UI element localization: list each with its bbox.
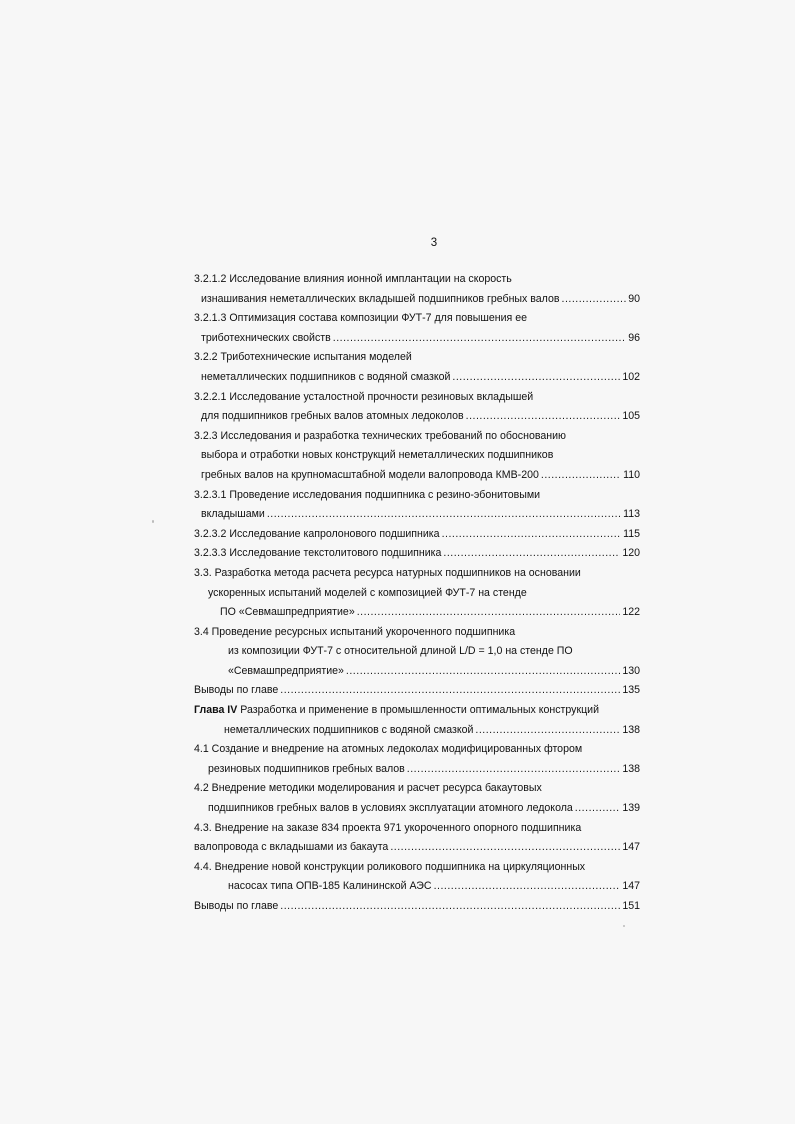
toc-page-number: 138 [622,723,640,736]
toc-line: валопровода с вкладышами из бакаута ..... 147 [194,838,640,858]
toc-line: 3.3. Разработка метода расчета ресурса натурных подшипников на основании [194,566,581,579]
toc-line: гребных валов на крупномасштабной модели валопровода КМВ-200 ..... 110 [194,466,640,486]
toc-line: неметаллических подшипников с водяной смазкой ..... 138 [194,721,640,741]
toc-line: 3.2.3.1 Проведение исследования подшипника с резино-эбонитовыми [194,488,541,501]
toc-page-number: 110 [623,468,640,481]
toc-line: Глава IV Разработка и применение в промышленности оптимальных конструкций [194,704,599,717]
toc-line: «Севмашпредприятие» ..... 130 [194,662,640,682]
toc-page-number: 151 [622,900,640,912]
toc-line: Выводы по главе ..... 135 [194,681,640,701]
toc-page-number: 102 [622,370,640,383]
toc-line: для подшипников гребных валов атомных ледоколов ..... 105 [194,407,640,427]
toc-page-number: 147 [622,841,640,854]
toc-page-number: 135 [622,684,640,697]
toc-page-number: 105 [622,410,640,423]
toc-line: выбора и отработки новых конструкций неметаллических подшипников [201,449,554,462]
toc-line: 4.2 Внедрение методики моделирования и расчет ресурса бакаутовых [194,782,542,795]
toc-line: резиновых подшипников гребных валов ..... 138 [194,760,640,780]
toc-page-number: 138 [622,762,640,775]
toc-line: триботехнических свойств ..... 96 [194,329,640,349]
toc-line: неметаллических подшипников с водяной смазкой ..... 102 [194,368,640,388]
toc-page-number: 122 [622,606,640,619]
scan-speck [152,520,154,523]
toc-line: 4.1 Создание и внедрение на атомных ледоколах модифицированных фтором [194,743,583,756]
toc-line: ПО «Севмашпредприятие» ..... 122 [194,603,640,623]
toc-line: изнашивания неметаллических вкладышей подшипников гребных валов ..... 90 [194,290,640,310]
toc-line: подшипников гребных валов в условиях эксплуатации атомного ледокола ..... 139 [194,799,640,819]
toc-line: Выводы по главе ..... 151 [194,897,640,917]
toc-line: ускоренных испытаний моделей с композицией ФУТ-7 на стенде [208,586,527,599]
toc-page-number: 113 [623,508,640,521]
toc-page-number: 115 [623,527,640,540]
toc-line: 3.2.3 Исследования и разработка технических требований по обоснованию [194,429,566,442]
chapter-label: Глава IV [194,704,238,717]
toc-line: насосах типа ОПВ-185 Калининской АЭС ..... 147 [194,877,640,897]
toc-line: 3.2.2.1 Исследование усталостной прочности резиновых вкладышей [194,390,534,403]
toc-line: 4.3. Внедрение на заказе 834 проекта 971 укороченного опорного подшипника [194,821,582,834]
toc-line: вкладышами ..... 113 [194,505,640,525]
toc-page-number: 130 [622,664,640,677]
toc-page-number: 90 [628,292,640,305]
toc-line: 3.4 Проведение ресурсных испытаний укороченного подшипника [194,625,516,638]
toc-page-number: 120 [622,547,640,560]
scan-speck [623,925,625,927]
toc-line: 3.2.2 Триботехнические испытания моделей [194,351,412,364]
toc-line: 3.2.1.2 Исследование влияния ионной имплантации на скорость [194,273,512,285]
toc-page-number: 96 [628,331,640,344]
page-number: 3 [430,237,438,249]
toc-page-number: 139 [622,802,640,815]
table-of-contents [194,270,640,917]
toc-line: из композиции ФУТ-7 с относительной длиной L/D = 1,0 на стенде ПО [228,645,573,658]
toc-line: 3.2.3.2 Исследование капролонового подшипника ..... 115 [194,525,640,545]
toc-line: 4.4. Внедрение новой конструкции роликового подшипника на циркуляционных [194,860,586,873]
toc-line: 3.2.1.3 Оптимизация состава композиции ФУТ-7 для повышения ее [194,312,528,325]
toc-page-number: 147 [622,880,640,893]
toc-line: 3.2.3.3 Исследование текстолитового подшипника ..... 120 [194,544,640,564]
